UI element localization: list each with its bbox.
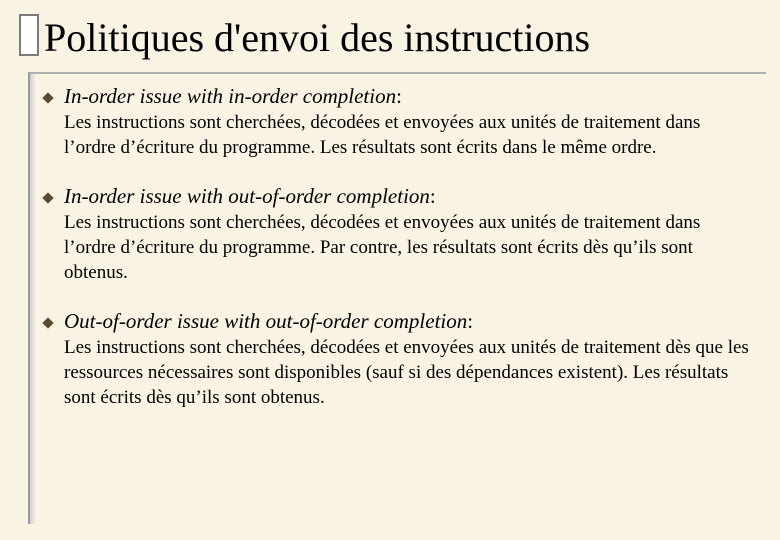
bullet-heading-text: In-order issue with out-of-order completion bbox=[64, 184, 430, 208]
bullet-description: Les instructions sont cherchées, décodées et envoyées aux unités de traitement dans l’ordre d’écriture du programme. Les résultats sont écrits dans le même ordre. bbox=[64, 112, 701, 158]
bullet-heading-text: Out-of-order issue with out-of-order completion bbox=[64, 309, 468, 333]
bullet-heading bbox=[64, 84, 752, 109]
bullet-item-3 bbox=[40, 309, 752, 410]
diamond-bullet-icon bbox=[42, 192, 53, 203]
bullet-heading-colon: : bbox=[429, 184, 436, 208]
title-decoration bbox=[19, 14, 39, 56]
bullet-heading-colon: : bbox=[467, 309, 474, 333]
bullet-heading-text: In-order issue with in-order completion bbox=[64, 84, 397, 108]
bullet-description: Les instructions sont cherchées, décodées et envoyées aux unités de traitement dès que les ressources nécessaires sont disponibles (sauf si des dépendances existent). Les résultats sont écrits dès qu’ils sont obtenus. bbox=[64, 337, 749, 408]
slide-title: Politiques d'envoi des instructions bbox=[44, 15, 591, 60]
bullet-list bbox=[40, 84, 752, 434]
bullet-heading-colon: : bbox=[396, 84, 402, 108]
bullet-item-2 bbox=[40, 184, 752, 285]
bullet-heading bbox=[64, 309, 752, 334]
diamond-bullet-icon bbox=[42, 317, 53, 328]
bullet-item-1 bbox=[40, 84, 752, 160]
bullet-heading bbox=[64, 184, 752, 209]
diamond-bullet-icon bbox=[42, 92, 53, 103]
bullet-description: Les instructions sont cherchées, décodées et envoyées aux unités de traitement dans l’ordre d’écriture du programme. Par contre, les résultats sont écrits dès qu’ils sont obtenus. bbox=[64, 212, 701, 283]
